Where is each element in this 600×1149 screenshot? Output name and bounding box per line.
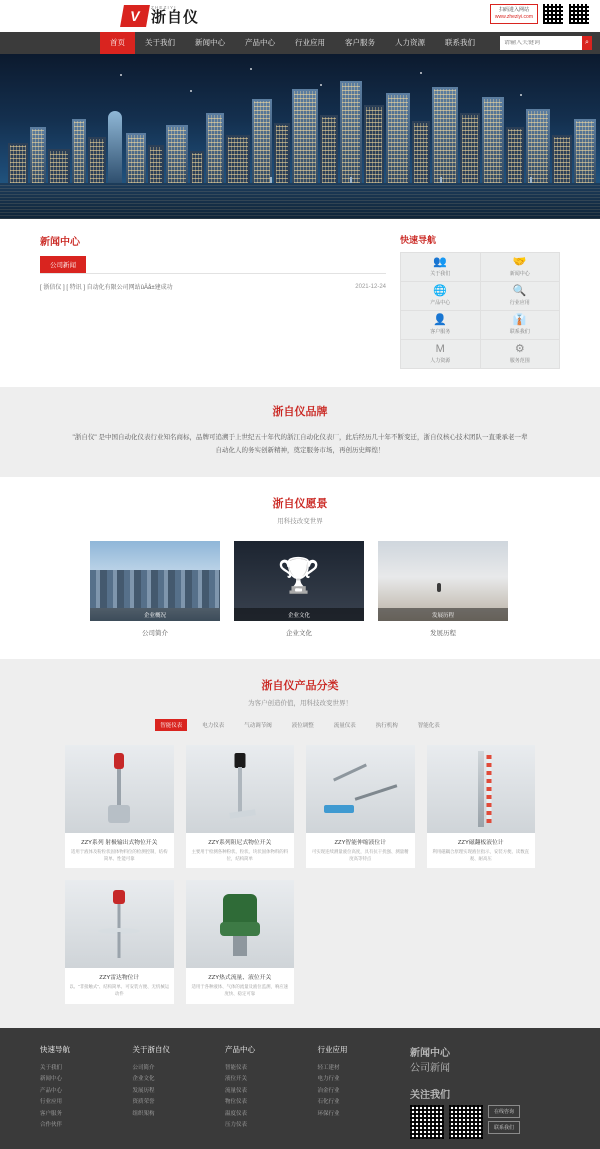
news-title: 新闻中心	[40, 237, 80, 248]
products-subtitle: 为客户创造价值，用科技改变世界！	[248, 700, 352, 707]
probe-red-image	[65, 745, 174, 833]
footer-link-culture[interactable]: 企业文化	[132, 1076, 155, 1083]
cta-line1: 扫码进入网站	[498, 7, 529, 13]
footer-title-industry: 行业应用	[317, 1044, 348, 1054]
vision-card-label-3: 发展历程	[430, 630, 456, 637]
search-input[interactable]	[500, 40, 582, 46]
footer-link-env[interactable]: 环保行业	[317, 1110, 340, 1117]
footer-col-quicknav	[40, 1044, 119, 1139]
logo-text	[151, 6, 199, 26]
thermal-switch-image	[186, 880, 295, 968]
city-image	[90, 541, 220, 621]
quick-cell-about[interactable]	[401, 253, 480, 281]
nav-item-about[interactable]: 关于我们	[145, 38, 175, 47]
trophy-image	[234, 541, 364, 621]
footer-link-petrochem[interactable]: 石化行业	[317, 1099, 340, 1106]
qr-code-icon	[542, 3, 564, 25]
product-desc-4: 利用磁耦合原理实现液位指示，安装方便、读数直观、耐高压	[432, 849, 530, 861]
footer-title-products: 产品中心	[225, 1044, 255, 1054]
footer-col-about	[133, 1044, 212, 1139]
tab-actuators[interactable]: 执行机构	[375, 723, 398, 729]
quick-label-scope: 服务范围	[509, 358, 530, 364]
contact-icon: 👔	[512, 314, 527, 326]
nav-search[interactable]	[500, 36, 592, 50]
footer-link-news[interactable]: 新闻中心	[40, 1076, 63, 1083]
brand-section	[0, 387, 600, 477]
product-tabs	[0, 719, 600, 731]
footer-link-honors[interactable]: 资质荣誉	[132, 1099, 155, 1106]
footer-link-profile[interactable]: 公司简介	[132, 1064, 155, 1071]
vision-title: 浙自仪愿景	[272, 498, 328, 510]
vision-card-label-2: 企业文化	[286, 630, 312, 637]
tab-level-adjust[interactable]: 液位调整	[291, 723, 314, 729]
vision-card-label: 公司简介	[142, 630, 168, 637]
cta-line2: www.zheziyi.com	[494, 14, 533, 20]
nav-item-news[interactable]: 新闻中心	[195, 38, 225, 47]
product-card-6[interactable]	[186, 880, 295, 1003]
handshake-icon: 🤝	[512, 256, 527, 268]
nav-item-industry[interactable]: 行业应用	[295, 38, 325, 47]
footer-link-power[interactable]: 电力行业	[317, 1076, 340, 1083]
tab-smart-instruments[interactable]: 智能仪表	[155, 719, 187, 731]
site-footer	[0, 1028, 600, 1149]
news-list-item[interactable]	[40, 274, 386, 291]
footer-link-about[interactable]: 关于我们	[40, 1064, 63, 1071]
top-right-cta	[490, 3, 590, 25]
qr-code-icon-2	[568, 3, 590, 25]
footer-link-service[interactable]: 客户服务	[40, 1110, 63, 1117]
quick-nav-column	[400, 233, 560, 369]
quick-label-product: 产品中心	[430, 300, 451, 306]
footer-title-follow: 关注我们	[410, 1089, 450, 1101]
vision-card-company[interactable]	[90, 541, 220, 637]
footer-title-quicknav: 快速导航	[40, 1044, 70, 1054]
footer-link-metallurgy[interactable]: 冶金行业	[317, 1087, 340, 1094]
footer-link-smart[interactable]: 智能仪表	[225, 1064, 248, 1071]
main-nav	[0, 32, 600, 54]
product-name-5: ZZY雷达物位计	[99, 975, 140, 982]
people-icon: 👥	[433, 256, 448, 268]
vision-card-history[interactable]	[378, 541, 508, 637]
footer-buttons	[488, 1105, 520, 1134]
cta-box[interactable]	[490, 4, 538, 24]
news-column	[40, 233, 386, 369]
footer-link-companynews[interactable]: 公司新闻	[410, 1062, 450, 1074]
vision-card-culture[interactable]	[234, 541, 364, 637]
product-name-2: ZZY系列阻尼式物位开关	[208, 840, 272, 846]
product-card-5[interactable]	[65, 880, 174, 1003]
vision-cards	[90, 541, 510, 637]
globe-icon: 🌐	[433, 285, 448, 297]
logo-mark-icon: V	[120, 5, 150, 27]
mobile-qr-icon	[449, 1105, 483, 1139]
product-desc-2: 主要用于检测各种粉状、粒状、块状固体物料的料位，结构简单	[191, 849, 289, 861]
product-name: ZZY系列 射极输出式物位开关	[81, 840, 158, 846]
vision-subtitle: 用科技改变世界	[277, 518, 323, 525]
vision-card-caption-in: 企业概况	[90, 608, 220, 621]
footer-link-levelswitch[interactable]: 液位开关	[225, 1076, 248, 1083]
product-card-3[interactable]	[306, 745, 415, 868]
top-bar	[0, 0, 600, 32]
footer-title-about: 关于浙自仪	[132, 1044, 170, 1054]
nav-item-home[interactable]: 首页	[100, 32, 135, 54]
tab-smart-meters[interactable]: 智能化表	[417, 723, 440, 729]
quick-cell-product[interactable]	[401, 282, 480, 310]
quick-cell-contact[interactable]	[481, 311, 560, 339]
product-card-2[interactable]	[186, 745, 295, 868]
products-title: 浙自仪产品分类	[261, 680, 339, 692]
logo-cn: 浙自仪	[151, 9, 200, 27]
vision-card-caption-in-3: 发展历程	[378, 608, 508, 621]
wechat-qr-icon	[410, 1105, 444, 1139]
radar-level-image	[65, 880, 174, 968]
banner-water	[0, 183, 600, 219]
footer-link-temp[interactable]: 温度仪表	[225, 1110, 248, 1117]
service-icon: 👤	[433, 314, 448, 326]
nav-item-contact[interactable]: 联系我们	[445, 38, 475, 47]
magnetic-gauge-image	[427, 745, 536, 833]
slim-sensor-image	[306, 745, 415, 833]
search-icon[interactable]: ⌕	[582, 36, 592, 50]
vision-section	[0, 477, 600, 659]
contact-us-button[interactable]: 联系我们	[488, 1121, 520, 1134]
quick-nav-grid	[400, 252, 560, 369]
footer-col-products	[225, 1044, 304, 1139]
quick-cell-industry[interactable]	[481, 282, 560, 310]
quick-label-contact: 联系我们	[509, 329, 530, 335]
footer-link-history[interactable]: 发展历程	[132, 1087, 155, 1094]
product-name-3: ZZY智能伸缩液位计	[334, 840, 387, 846]
quick-cell-news[interactable]	[481, 253, 560, 281]
footer-link-products[interactable]: 产品中心	[40, 1087, 63, 1094]
footer-link-industry[interactable]: 行业应用	[40, 1099, 63, 1106]
quick-cell-service[interactable]	[401, 311, 480, 339]
tab-flow-instruments[interactable]: 流量仪表	[333, 723, 356, 729]
news-tab-company[interactable]: 公司新闻	[40, 256, 86, 273]
search-icon: 🔍	[512, 285, 527, 297]
product-desc-6: 适用于各种液体、气体的流量及液位监测，响应速度快、稳定可靠	[191, 984, 289, 997]
quick-label-hr: 人力资源	[430, 358, 451, 364]
footer-link-level[interactable]: 物位仪表	[225, 1099, 248, 1106]
footer-link-pressure[interactable]: 压力仪表	[225, 1122, 248, 1129]
footer-link-lightindustry[interactable]: 轻工建材	[317, 1064, 340, 1071]
desert-image	[378, 541, 508, 621]
product-name-6: ZZY热式流量、液位开关	[208, 975, 272, 982]
news-section	[0, 219, 600, 387]
products-section	[0, 659, 600, 1028]
product-grid	[65, 745, 535, 1004]
quick-nav-title: 快速导航	[400, 235, 437, 245]
probe-blade-image	[186, 745, 295, 833]
footer-link-structure[interactable]: 组织架构	[132, 1110, 155, 1117]
online-consult-button[interactable]: 在线咨询	[488, 1105, 520, 1118]
brand-paragraph: "浙自仪" 是中国自动化仪表行业知名商标，品牌可追溯于上世纪五十年代的浙江自动化仪表厂，此后经历几十年不断变迁，浙自仪核心技术团队一直秉承老一辈自动化人的务实创新精神，奠定服务市场，再创历史辉煌！	[72, 434, 528, 454]
quick-cell-hr[interactable]	[401, 340, 480, 368]
product-card-4[interactable]	[427, 745, 536, 868]
letter-m-icon: M	[435, 343, 445, 355]
site-logo[interactable]	[122, 5, 199, 27]
product-desc-5: 以、"非接触式"、结构简单、可安装方便、无机械运动件	[69, 984, 170, 997]
product-name-4: ZZY磁翻板液位计	[457, 840, 504, 846]
quick-label-service: 客户服务	[430, 329, 451, 335]
news-item-date: 2021-12-24	[355, 283, 386, 290]
quick-label-news: 新闻中心	[509, 271, 530, 277]
product-desc: 适用于液体及粉粒状固体物料位的检测控制，结构简单、性能可靠	[70, 849, 168, 861]
news-item-text: [ 浙信仪 ] [ 特讯 ] 自动化有限公司网站ûÄå±建成功	[40, 285, 173, 291]
nav-item-hr[interactable]: 人力资源	[395, 38, 425, 47]
nav-item-products[interactable]: 产品中心	[245, 38, 275, 47]
quick-label-about: 关于我们	[430, 271, 451, 277]
tab-pneumatic-valves[interactable]: 气动调节阀	[244, 723, 272, 729]
footer-link-partners[interactable]: 合作伙伴	[40, 1122, 63, 1129]
hero-banner	[0, 54, 600, 219]
quick-label-industry: 行业应用	[509, 300, 530, 306]
product-desc-3: 可实现连续测量液位高度，具有抗干扰强、测量精度高等特点	[311, 849, 409, 861]
brand-title: 浙自仪品牌	[272, 406, 328, 418]
quick-cell-scope[interactable]	[481, 340, 560, 368]
footer-contact-col	[410, 1044, 560, 1139]
nav-item-service[interactable]: 客户服务	[345, 38, 375, 47]
gear-icon: ⚙	[514, 343, 525, 355]
footer-col-industry	[318, 1044, 397, 1139]
logo-en: ZHEZIYI	[151, 4, 177, 10]
footer-qr-row	[410, 1105, 560, 1139]
product-card[interactable]	[65, 745, 174, 868]
footer-title-news: 新闻中心	[410, 1047, 450, 1059]
tab-power-instruments[interactable]: 电力仪表	[202, 723, 225, 729]
vision-card-caption-in-2: 企业文化	[234, 608, 364, 621]
footer-link-flow[interactable]: 流量仪表	[225, 1087, 248, 1094]
